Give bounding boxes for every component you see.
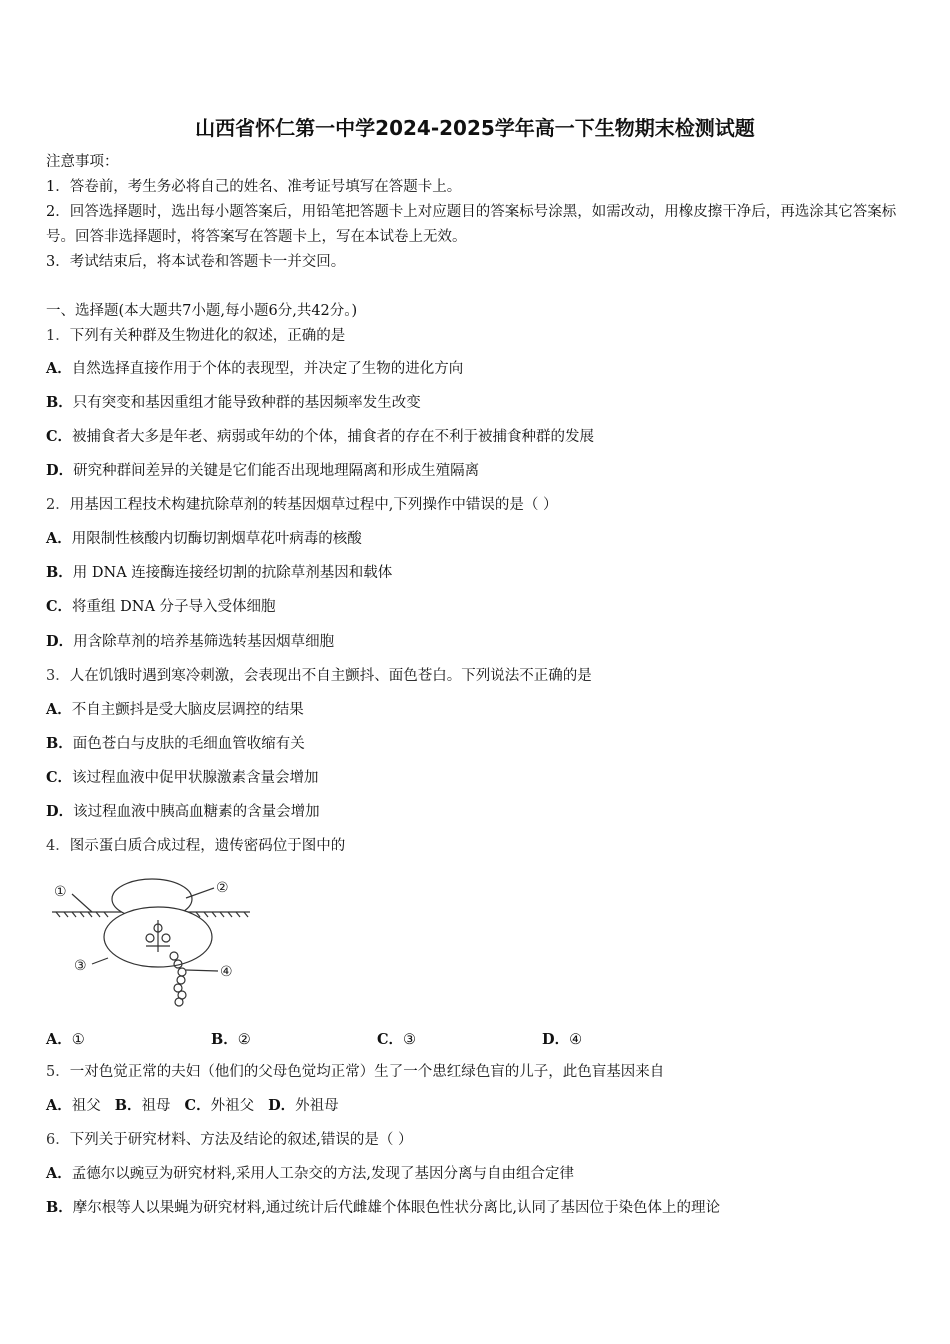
q4-option-d <box>542 1028 582 1049</box>
notice-item-2: 2．回答选择题时，选出每小题答案后，用铅笔把答题卡上对应题目的答案标号涂黑，如需改动，用橡皮擦干净后，再选涂其它答案标号。回答非选择题时，将答案写在答题卡上，写在本试卷上无效。 <box>46 204 897 245</box>
q1-option-b <box>46 393 421 413</box>
question-number: 3． <box>46 668 70 684</box>
option-letter: B． <box>114 1097 142 1114</box>
option-text: 祖父 <box>71 1098 101 1114</box>
option-text: 只有突变和基因重组才能导致种群的基因频率发生改变 <box>72 395 421 411</box>
notice-heading: 注意事项： <box>46 154 119 170</box>
q2-option-a <box>46 529 362 549</box>
page-title: 山西省怀仁第一中学2024-2025学年高一下生物期末检测试题 <box>195 116 755 140</box>
option-letter: B． <box>46 735 73 752</box>
question-stem: 图示蛋白质合成过程，遗传密码位于图中的 <box>69 838 346 854</box>
question-4 <box>46 836 345 856</box>
question-number: 1． <box>46 328 70 344</box>
q2-option-c <box>46 597 276 617</box>
question-5 <box>46 1062 664 1082</box>
q3-option-b <box>46 734 305 754</box>
option-letter: A． <box>46 530 72 547</box>
option-letter: A． <box>46 701 72 718</box>
question-number: 4． <box>46 838 70 854</box>
q1-option-a <box>46 359 463 379</box>
question-2 <box>46 495 557 515</box>
diagram-label-2: ② <box>216 880 229 896</box>
option-text: 用限制性核酸内切酶切割烟草花叶病毒的核酸 <box>71 531 362 547</box>
leader-3 <box>92 958 108 964</box>
q4-option-a <box>46 1028 85 1049</box>
q5-options <box>46 1096 339 1116</box>
option-text: 该过程血液中促甲状腺激素含量会增加 <box>72 770 319 786</box>
option-letter: A． <box>46 1165 72 1182</box>
option-letter: B． <box>46 1199 73 1216</box>
option-text: 面色苍白与皮肤的毛细血管收缩有关 <box>72 736 305 752</box>
q1-option-d <box>46 461 479 481</box>
option-text: 被捕食者大多是年老、病弱或年幼的个体，捕食者的存在不利于被捕食种群的发展 <box>72 429 595 445</box>
option-text: 研究种群间差异的关键是它们能否出现地理隔离和形成生殖隔离 <box>73 463 480 479</box>
diagram-label-3: ③ <box>74 958 87 974</box>
q2-option-d <box>46 632 334 652</box>
option-letter: C． <box>46 769 73 786</box>
question-number: 2． <box>46 497 70 513</box>
question-stem: 一对色觉正常的夫妇（他们的父母色觉均正常）生了一个患红绿色盲的儿子，此色盲基因来自 <box>69 1064 665 1080</box>
question-stem: 用基因工程技术构建抗除草剂的转基因烟草过程中,下列操作中错误的是（ ） <box>69 497 558 513</box>
option-text: ③ <box>403 1032 417 1048</box>
option-letter: C． <box>377 1031 404 1048</box>
section-heading: 一、选择题(本大题共7小题,每小题6分,共42分。) <box>46 303 358 319</box>
option-letter: D． <box>46 803 74 820</box>
option-text: 用 DNA 连接酶连接经切割的抗除草剂基因和载体 <box>72 565 393 581</box>
option-text: ② <box>237 1032 251 1048</box>
option-text: 用含除草剂的培养基筛选转基因烟草细胞 <box>73 634 335 650</box>
option-text: 自然选择直接作用于个体的表现型，并决定了生物的进化方向 <box>71 361 464 377</box>
diagram-label-1: ① <box>54 884 67 900</box>
option-text: ④ <box>569 1032 583 1048</box>
q3-option-c <box>46 768 319 788</box>
q1-option-c <box>46 427 594 447</box>
question-stem: 人在饥饿时遇到寒冷刺激，会表现出不自主颤抖、面色苍白。下列说法不正确的是 <box>69 668 592 684</box>
q2-option-b <box>46 563 392 583</box>
leader-1 <box>72 894 92 912</box>
leader-4 <box>186 970 218 971</box>
question-6 <box>46 1130 412 1150</box>
option-letter: D． <box>46 633 74 650</box>
notice-item-3: 3．考试结束后，将本试卷和答题卡一并交回。 <box>46 254 346 270</box>
option-letter: D． <box>268 1097 296 1114</box>
option-text: 孟德尔以豌豆为研究材料,采用人工杂交的方法,发现了基因分离与自由组合定律 <box>71 1166 574 1182</box>
option-text: 外祖父 <box>210 1098 255 1114</box>
diagram-label-4: ④ <box>220 964 233 980</box>
option-letter: D． <box>46 462 74 479</box>
option-text: 摩尔根等人以果蝇为研究材料,通过统计后代雌雄个体眼色性状分离比,认同了基因位于染色体上的理论 <box>72 1200 720 1216</box>
option-letter: C． <box>46 428 73 445</box>
option-text: ① <box>71 1032 85 1048</box>
option-text: 该过程血液中胰高血糖素的含量会增加 <box>73 804 320 820</box>
option-text: 将重组 DNA 分子导入受体细胞 <box>72 599 276 615</box>
option-letter: C． <box>184 1097 211 1114</box>
option-letter: A． <box>46 1031 72 1048</box>
option-text: 外祖母 <box>295 1098 339 1114</box>
option-letter: C． <box>46 598 73 615</box>
question-stem: 下列有关种群及生物进化的叙述，正确的是 <box>69 328 346 344</box>
q4-option-c <box>377 1028 416 1049</box>
question-3 <box>46 666 592 686</box>
option-letter: B． <box>46 564 73 581</box>
option-letter: A． <box>46 1097 72 1114</box>
option-letter: B． <box>211 1031 238 1048</box>
notice-item-1: 1．答卷前，考生务必将自己的姓名、准考证号填写在答题卡上。 <box>46 179 462 195</box>
q3-option-a <box>46 700 304 720</box>
question-number: 6． <box>46 1132 70 1148</box>
option-letter: A． <box>46 360 72 377</box>
question-number: 5． <box>46 1064 70 1080</box>
q6-option-b <box>46 1198 720 1218</box>
option-letter: D． <box>542 1031 570 1048</box>
option-letter: B． <box>46 394 73 411</box>
q6-option-a <box>46 1164 574 1184</box>
option-text: 不自主颤抖是受大脑皮层调控的结果 <box>71 702 304 718</box>
question-stem: 下列关于研究材料、方法及结论的叙述,错误的是（ ） <box>69 1132 413 1148</box>
option-text: 祖母 <box>141 1098 171 1114</box>
protein-synthesis-diagram <box>46 872 256 1012</box>
question-1 <box>46 326 345 346</box>
q4-option-b <box>211 1028 251 1049</box>
q3-option-d <box>46 802 320 822</box>
